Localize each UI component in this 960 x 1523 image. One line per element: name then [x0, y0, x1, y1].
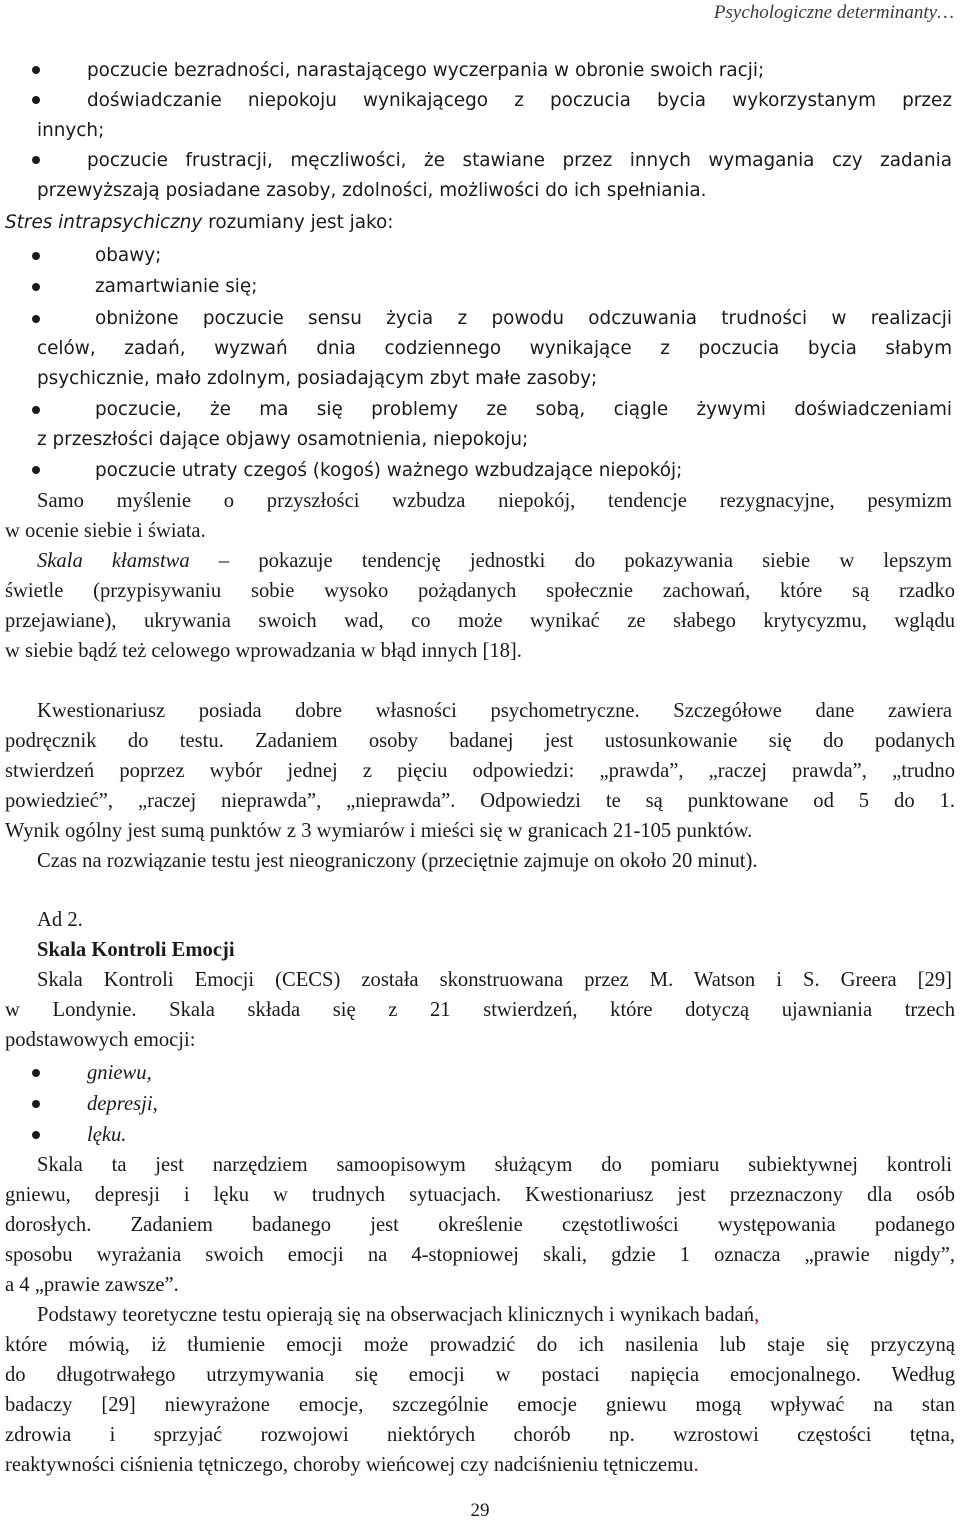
podstawy-last-line: [5, 1450, 955, 1480]
ad2-desc-line: a 4 „prawie zawsze”.: [5, 1274, 179, 1296]
kwestionariusz-line: podręcznik do testu. Zadaniem osoby badanej jest ustosunkowanie się do podanych: [5, 730, 955, 752]
ad2-desc-line: sposobu wyrażania swoich emocji na 4-stopniowej skali, gdzie 1 oznacza „prawie nigdy”,: [5, 1244, 955, 1266]
bullet-dot: [32, 466, 40, 474]
bullet-line: poczucie, że ma się problemy ze sobą, ciągle żywymi doświadczeniami: [95, 399, 952, 420]
bullet-line: obawy;: [95, 245, 162, 266]
podstawy-line: zdrowia i sprzyjać rozwojowi niektórych chorób np. wzrostowi częstości tętna,: [5, 1424, 955, 1446]
klamstwa-line: w siebie bądź też celowego wprowadzania w błąd innych [18].: [5, 640, 522, 662]
bullet-line: celów, zadań, wyzwań dnia codziennego wynikające z poczucia bycia słabym: [37, 338, 952, 359]
stres-closing-line: w ocenie siebie i świata.: [5, 520, 206, 542]
stres-term: Stres intrapsychiczny: [5, 212, 203, 233]
podstawy-line: badaczy [29] niewyrażone emocje, szczególnie emocje gniewu mogą wpływać na stan: [5, 1394, 955, 1416]
podstawy-line: do długotrwałego utrzymywania się emocji w postaci napięcia emocjonalnego. Według: [5, 1364, 955, 1386]
ad2-intro-line: Skala Kontroli Emocji (CECS) została skonstruowana przez M. Watson i S. Greera [29]: [37, 969, 952, 991]
emotion-item: gniewu,: [87, 1062, 152, 1084]
stres-closing-line: Samo myślenie o przyszłości wzbudza niepokój, tendencje rezygnacyjne, pesymizm: [37, 490, 952, 512]
klamstwa-line: przejawiane), ukrywania swoich wad, co może wynikać ze słabego krytycyzmu, wglądu: [5, 610, 955, 632]
bullet-line: z przeszłości dające objawy osamotnienia, niepokoju;: [37, 429, 529, 450]
klamstwa-first-line: [37, 546, 952, 576]
bullet-dot: [32, 66, 40, 74]
podstawy-red-period: .: [693, 1454, 699, 1476]
klamstwa-first-rest: – pokazuje tendencję jednostki do pokazywania siebie w lepszym: [189, 550, 952, 572]
stres-intro: [5, 208, 955, 238]
bullet-line: innych;: [37, 120, 105, 141]
kwestionariusz-line: powiedzieć”, „raczej nieprawda”, „nieprawda”. Odpowiedzi te są punktowane od 5 do 1.: [5, 790, 955, 812]
podstawy-first-line: [37, 1300, 952, 1330]
bullet-dot: [32, 1069, 40, 1077]
kwestionariusz-line: Kwestionariusz posiada dobre własności psychometryczne. Szczegółowe dane zawiera: [37, 700, 952, 722]
bullet-dot: [32, 252, 40, 260]
bullet-line: psychicznie, mało zdolnym, posiadającym zbyt małe zasoby;: [37, 368, 598, 389]
ad2-desc-line: dorosłych. Zadaniem badanego jest określenie częstotliwości występowania podanego: [5, 1214, 955, 1236]
stres-intro-rest: rozumiany jest jako:: [202, 212, 394, 233]
bullet-dot: [32, 1100, 40, 1108]
kwestionariusz-line: Czas na rozwiązanie testu jest nieograniczony (przeciętnie zajmuje on około 20 minut).: [37, 850, 758, 872]
klamstwa-term: Skala kłamstwa: [37, 550, 190, 572]
bullet-dot: [32, 96, 40, 104]
emotion-item: depresji,: [87, 1093, 158, 1115]
kwestionariusz-line: stwierdzeń poprzez wybór jednej z pięciu odpowiedzi: „prawda”, „raczej prawda”, „trudno: [5, 760, 955, 782]
bullet-dot: [32, 283, 40, 291]
ad2-heading: Skala Kontroli Emocji: [37, 939, 235, 961]
bullet-dot: [32, 315, 40, 323]
klamstwa-line: świetle (przypisywaniu sobie wysoko pożądanych społecznie zachowań, które są rzadko: [5, 580, 955, 602]
emotion-item: lęku.: [87, 1124, 127, 1146]
bullet-dot: [32, 406, 40, 414]
ad2-intro-line: podstawowych emocji:: [5, 1029, 196, 1051]
ad2-desc-line: gniewu, depresji i lęku w trudnych sytuacjach. Kwestionariusz jest przeznaczony dla osób: [5, 1184, 955, 1206]
ad2-label: Ad 2.: [37, 909, 83, 931]
ad2-intro-line: w Londynie. Skala składa się z 21 stwierdzeń, które dotyczą ujawniania trzech: [5, 999, 955, 1021]
bullet-line: poczucie frustracji, męczliwości, że stawiane przez innych wymagania czy zadania: [87, 150, 952, 171]
ad2-desc-line: Skala ta jest narzędziem samoopisowym służącym do pomiaru subiektywnej kontroli: [37, 1154, 952, 1176]
bullet-line: przewyższają posiadane zasoby, zdolności, możliwości do ich spełniania.: [37, 180, 707, 201]
podstawy-line: które mówią, iż tłumienie emocji może prowadzić do ich nasilenia lub staje się przyczyną: [5, 1334, 955, 1356]
bullet-line: poczucie bezradności, narastającego wyczerpania w obronie swoich racji;: [87, 60, 765, 81]
kwestionariusz-line: Wynik ogólny jest sumą punktów z 3 wymiarów i mieści się w granicach 21-105 punktów.: [5, 820, 753, 842]
bullet-line: obniżone poczucie sensu życia z powodu odczuwania trudności w realizacji: [95, 308, 952, 329]
bullet-line: doświadczanie niepokoju wynikającego z poczucia bycia wykorzystanym przez: [87, 90, 952, 111]
bullet-line: zamartwianie się;: [95, 276, 258, 297]
podstawy-last-text: reaktywności ciśnienia tętniczego, choroby wieńcowej czy nadciśnieniu tętniczemu: [5, 1454, 694, 1476]
page-number: 29: [470, 1500, 490, 1521]
running-header: Psychologiczne determinanty…: [713, 2, 954, 23]
podstawy-red-comma: ,: [754, 1304, 760, 1326]
bullet-dot: [32, 1131, 40, 1139]
podstawy-first-text: Podstawy teoretyczne testu opierają się na obserwacjach klinicznych i wynikach badań: [37, 1304, 755, 1326]
bullet-line: poczucie utraty czegoś (kogoś) ważnego wzbudzające niepokój;: [95, 460, 683, 481]
bullet-dot: [32, 156, 40, 164]
